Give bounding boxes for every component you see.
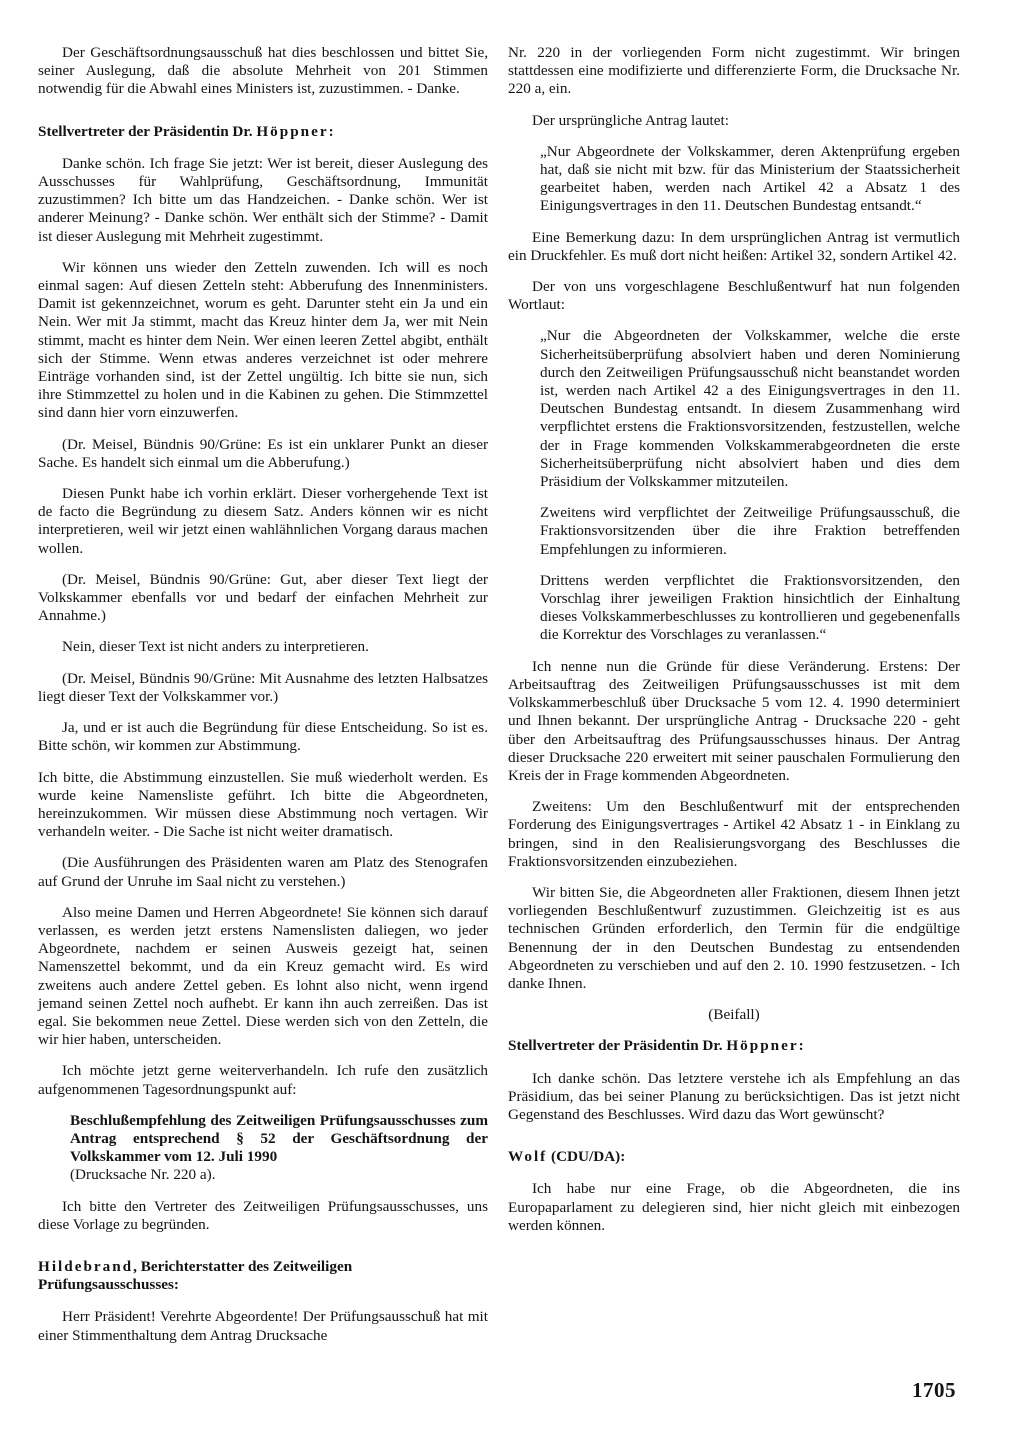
speaker-heading: Hildebrand, Berichterstatter des Zeitweiligen Prüfungsausschusses: [38, 1257, 353, 1294]
paragraph: Danke schön. Ich frage Sie jetzt: Wer ist bereit, dieser Auslegung des Ausschusses für Wahlprüfung, Geschäftsordnung, Immunität zuzustimmen? Ich bitte um das Handzeichen. - Danke schön. Wer ist anderer Meinung? - Danke schön. Wer enthält sich der Stimme? - Damit ist dieser Auslegung mit Mehrheit zugestimmt. [38, 154, 488, 245]
paragraph: Eine Bemerkung dazu: In dem ursprünglichen Antrag ist vermutlich ein Druckfehler. Es muß dort nicht heißen: Artikel 32, sondern Artikel 42. [508, 228, 960, 264]
speaker-heading: Wolf (CDU/DA): [508, 1148, 626, 1166]
quote-block: „Nur die Abgeordneten der Volkskammer, welche die erste Sicherheitsüberprüfung absolviert haben und deren Nominierung durch den Zeitweiligen Prüfungsausschuß nicht beanstandet worden ist, werden nach Artikel 42 a des Einigungsvertrages in den 11. Deutschen Bundestag entsandt. In diesem Zusammenhang wird verpflichtet erstens die Fraktionsvorsitzenden, festzustellen, welche der in Frage kommenden Volkskammerabgeordneten die erste Sicherheitsüberprüfung nicht absolviert haben und dies dem Präsidium der Volkskammer mitzuteilen. [540, 327, 960, 491]
paragraph: Der von uns vorgeschlagene Beschlußentwurf hat nun folgenden Wortlaut: [508, 278, 960, 314]
quote-block: „Nur Abgeordnete der Volkskammer, deren Aktenprüfung ergeben hat, daß sie nicht mit bzw. für das Ministerium der Staatssicherheit gearbeitet haben, werden nach Artikel 42 a Absatz 1 des Einigungsvertrages in den 11. Deutschen Bundestag entsandt.“ [540, 142, 960, 215]
paragraph: Ich danke schön. Das letztere verstehe ich als Empfehlung an das Präsidium, das bei seiner Planung zu berücksichtigen. Das ist jetzt nicht Gegenstand des Beschlusses. Wird dazu das Wort gewünscht? [508, 1069, 960, 1123]
paragraph: Ich bitte den Vertreter des Zeitweiligen Prüfungsausschusses, uns diese Vorlage zu begründen. [38, 1197, 488, 1233]
paragraph: Diesen Punkt habe ich vorhin erklärt. Dieser vorhergehende Text ist de facto die Begründung zu diesem Satz. Anders können wir es nicht interpretieren, weil wir jetzt einen wahlähnlichen Vorgang daraus machen wollen. [38, 485, 488, 557]
paragraph: Ja, und er ist auch die Begründung für diese Entscheidung. So ist es. Bitte schön, wir kommen zur Abstimmung. [38, 719, 488, 755]
applause-note: (Beifall) [708, 1006, 760, 1024]
paragraph: Nr. 220 in der vorliegenden Form nicht zugestimmt. Wir bringen stattdessen eine modifizierte und differenzierte Form, die Drucksache Nr. 220 a, ein. [508, 44, 960, 98]
left-column [38, 44, 488, 1358]
paragraph: Ich möchte jetzt gerne weiterverhandeln. Ich rufe den zusätzlich aufgenommenen Tagesordnungspunkt auf: [38, 1062, 488, 1098]
interjection: (Die Ausführungen des Präsidenten waren am Platz des Stenografen auf Grund der Unruhe im Saal nicht zu verstehen.) [38, 854, 488, 890]
interjection: (Dr. Meisel, Bündnis 90/Grüne: Mit Ausnahme des letzten Halbsatzes liegt dieser Text der Volkskammer vor.) [38, 669, 488, 705]
speaker-heading: Stellvertreter der Präsidentin Dr. Höppner: [38, 122, 334, 140]
paragraph: Also meine Damen und Herren Abgeordnete! Sie können sich darauf verlassen, es werden jetzt erstens Namenslisten daliegen, wo jeder Abgeordnete, nachdem er seinen Ausweis gezeigt hat, seinen Namenszettel bekommt, und da ein Kreuz gemacht wird. Es wird zweitens auch andere Zettel geben. Es lohnt also nicht, wenn irgend jemand seinen Zettel noch aufhebt. Er kann ihn auch zerreißen. Das ist egal. Sie bekommen neue Zettel. Diese werden sich von den Zetteln, die wir hier haben, unterscheiden. [38, 903, 488, 1049]
paragraph: Wir bitten Sie, die Abgeordneten aller Fraktionen, diesem Ihnen jetzt vorliegenden Beschlußentwurf zuzustimmen. Gleichzeitig ist es aus technischen Gründen erforderlich, den Termin für die endgültige Benennung der in den Deutschen Bundestag zu entsendenden Abgeordneten zu verschieben und auf den 2. 10. 1990 festzusetzen. - Ich danke Ihnen. [508, 883, 960, 992]
paragraph: Der ursprüngliche Antrag lautet: [532, 111, 729, 129]
paragraph: Zweitens: Um den Beschlußentwurf mit der entsprechenden Forderung des Einigungsvertrages - Artikel 42 Absatz 1 - in Einklang zu bringen, sind in den Realisierungsvorgang des Beschlusses die Fraktionsvorsitzenden einzubeziehen. [508, 798, 960, 870]
agenda-item [70, 1112, 488, 1185]
right-column [508, 44, 960, 1248]
interjection: (Dr. Meisel, Bündnis 90/Grüne: Es ist ein unklarer Punkt an dieser Sache. Es handelt sich einmal um die Abberufung.) [38, 435, 488, 471]
agenda-item-title: Beschlußempfehlung des Zeitweiligen Prüfungsausschusses zum Antrag entsprechend § 52 der Geschäftsordnung der Volkskammer vom 12. Juli 1990 [70, 1111, 488, 1166]
page-number: 1705 [912, 1378, 956, 1402]
paragraph: Ich nenne nun die Gründe für diese Veränderung. Erstens: Der Arbeitsauftrag des Zeitweiligen Prüfungsausschusses ist mit dem Volkskammerbeschluß über Drucksache 5 vom 12. 4. 1990 determiniert und Ihnen bekannt. Der ursprüngliche Antrag - Drucksache 220 - geht über den Arbeitsauftrag des Prüfungsausschusses hinaus. Der Antrag dieser Drucksache 220 erweitert mit seiner pauschalen Formulierung den Kreis der in Frage kommenden Abgeordneten. [508, 657, 960, 784]
paragraph: Der Geschäftsordnungsausschuß hat dies beschlossen und bittet Sie, seiner Auslegung, daß die absolute Mehrheit von 201 Stimmen notwendig für die Abwahl eines Ministers ist, zuzustimmen. - Danke. [38, 44, 488, 98]
paragraph: Ich bitte, die Abstimmung einzustellen. Sie muß wiederholt werden. Es wurde keine Namensliste geführt. Ich bitte die Abgeordneten, hereinzukommen. Wir müssen diese Abstimmung noch vertagen. Wir verhandeln weiter. - Die Sache ist nicht weiter dramatisch. [38, 768, 488, 841]
paragraph: Wir können uns wieder den Zetteln zuwenden. Ich will es noch einmal sagen: Auf diesen Zetteln steht: Abberufung des Innenministers. Damit ist gekennzeichnet, worum es geht. Darunter steht ein Ja und ein Nein. Wer mit Ja stimmt, macht das Kreuz hinter dem Ja, wer mit Nein stimmt, macht es hinter dem Nein. Wer einen leeren Zettel abgibt, enthält sich der Stimme. Wenn etwas anderes verzeichnet ist oder mehrere Einträge vorhanden sind, ist der Zettel ungültig. Ich bitte sie nun, sich ihre Stimmzettel zu holen und in die Kabinen zu gehen. Die Stimmzettel sind dann hier vorn einzuwerfen. [38, 258, 488, 422]
quote-block: Zweitens wird verpflichtet der Zeitweilige Prüfungsausschuß, die Fraktionsvorsitzenden über die ihre Fraktion betreffenden Empfehlungen zu informieren. [540, 504, 960, 558]
agenda-item-reference: (Drucksache Nr. 220 a). [70, 1166, 216, 1184]
paragraph: Herr Präsident! Verehrte Abgeordente! Der Prüfungsausschuß hat mit einer Stimmenthaltung dem Antrag Drucksache [38, 1308, 488, 1344]
speaker-heading: Stellvertreter der Präsidentin Dr. Höppner: [508, 1037, 804, 1055]
quote-block: Drittens werden verpflichtet die Fraktionsvorsitzenden, den Vorschlag ihrer jeweiligen Fraktion hinsichtlich der Einhaltung dieses Volkskammerbeschlusses zu kontrollieren und gegebenenfalls die Korrektur des Vorschlages zu veranlassen.“ [540, 571, 960, 644]
paragraph: Nein, dieser Text ist nicht anders zu interpretieren. [62, 638, 369, 656]
paragraph: Ich habe nur eine Frage, ob die Abgeordneten, die ins Europaparlament zu delegieren sind, hier nicht gleich mit einbezogen werden können. [508, 1180, 960, 1234]
interjection: (Dr. Meisel, Bündnis 90/Grüne: Gut, aber dieser Text liegt der Volkskammer ebenfalls vor und bedarf der einfachen Mehrheit zur Annahme.) [38, 570, 488, 625]
